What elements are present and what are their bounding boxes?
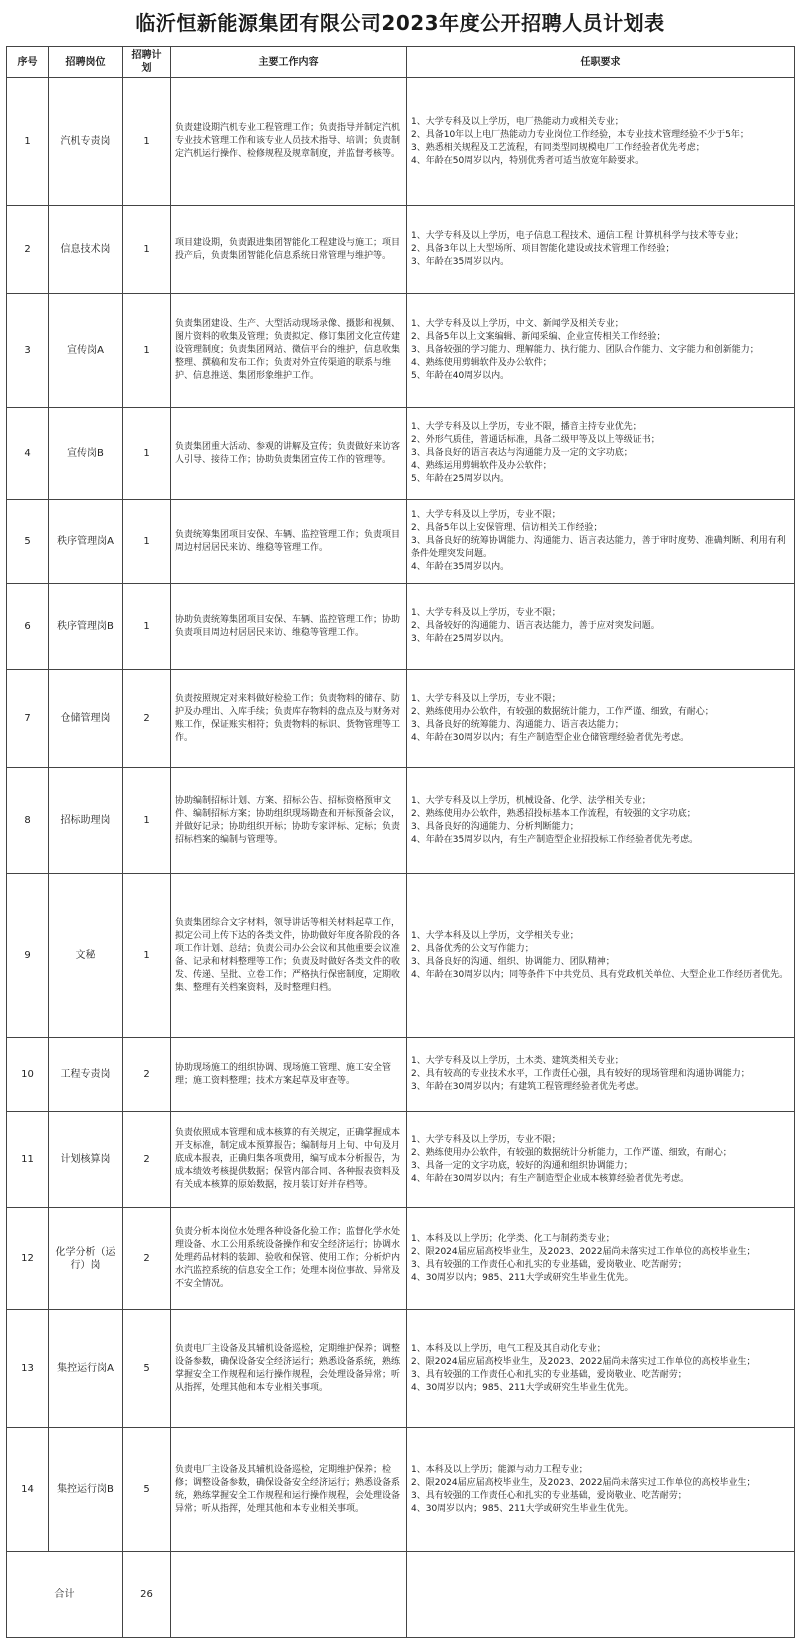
requirement-line: 1、本科及以上学历，电气工程及其自动化专业； — [411, 1343, 606, 1354]
row-requirements — [407, 584, 795, 670]
requirement-line: 4、30周岁以内；985、211大学或研究生毕业生优先。 — [411, 1382, 634, 1393]
row-requirements — [407, 1310, 795, 1428]
row-work: 协助现场施工的组织协调、现场施工管理、施工安全管理；施工资料整理；技术方案起草及审查等。 — [171, 1038, 407, 1112]
table-row — [7, 1310, 795, 1428]
row-count: 2 — [123, 1208, 171, 1310]
row-position: 秩序管理岗A — [49, 500, 123, 584]
requirement-line: 4、熟练运用剪辑软件及办公软件； — [411, 461, 552, 471]
row-position: 文秘 — [49, 874, 123, 1038]
row-no: 5 — [7, 500, 49, 584]
row-position: 计划核算岗 — [49, 1112, 123, 1208]
requirement-line: 1、大学本科及以上学历，文学相关专业； — [411, 930, 579, 941]
row-work: 负责电厂主设备及其辅机设备巡检，定期维护保养；检修；调整设备参数，确保设备安全经济运行；熟悉设备系统，熟练掌握安全工作规程和运行操作规程，会处理设备异常；听从指挥，处理其他和本专业相关事项。 — [171, 1428, 407, 1552]
header-requirements: 任职要求 — [407, 47, 795, 78]
row-requirements — [407, 78, 795, 206]
requirement-line: 1、本科及以上学历；能源与动力工程专业； — [411, 1464, 588, 1475]
row-no: 12 — [7, 1208, 49, 1310]
requirement-line: 3、具备较强的学习能力、理解能力、执行能力、团队合作能力、文字能力和创新能力； — [411, 345, 759, 355]
row-work: 负责集团建设、生产、大型活动现场录像、摄影和视频、图片资料的收集及管理；负责拟定、修订集团文化宣传建设管理制度；负责集团网站、微信平台的维护，信息收集整理、撰稿和发布工作；负责对外宣传渠道的联系与维护、信息推送、集团形象维护工作。 — [171, 294, 407, 408]
page-title: 临沂恒新能源集团有限公司2023年度公开招聘人员计划表 — [135, 11, 665, 35]
table-row — [7, 294, 795, 408]
requirement-line: 2、具备较好的沟通能力、语言表达能力，善于应对突发问题。 — [411, 621, 660, 631]
row-no: 9 — [7, 874, 49, 1038]
requirement-line: 2、外形气质佳，普通话标准，具备二级甲等及以上等级证书； — [411, 435, 660, 445]
row-position: 集控运行岗B — [49, 1428, 123, 1552]
requirement-line: 2、限2024届应届高校毕业生，及2023、2022届尚未落实过工作单位的高校毕业生； — [411, 1246, 756, 1257]
row-no: 1 — [7, 78, 49, 206]
header-position: 招聘岗位 — [49, 47, 123, 78]
row-work: 负责集团综合文字材料，领导讲话等相关材料起草工作，拟定公司上传下达的各类文件，协助做好年度各阶段的各项工作计划、总结；负责公司办公会议和其他重要会议准备、记录和材料整理等工作；负责及时做好各类文件的收发、传递、呈批、立卷工作；严格执行保密制度，定期收集、整理有关档案资料，及时整理归档。 — [171, 874, 407, 1038]
row-count: 5 — [123, 1428, 171, 1552]
requirement-line: 2、熟练使用办公软件，熟悉招投标基本工作流程，有较强的文字功底； — [411, 808, 696, 819]
row-requirements — [407, 1038, 795, 1112]
row-position: 招标助理岗 — [49, 768, 123, 874]
row-count: 1 — [123, 768, 171, 874]
requirement-line: 3、年龄在30周岁以内；有建筑工程管理经验者优先考虑。 — [411, 1082, 645, 1092]
requirement-line: 3、熟悉相关规程及工艺流程，有同类型同规模电厂工作经验者优先考虑； — [411, 142, 705, 153]
row-requirements — [407, 768, 795, 874]
row-no: 7 — [7, 670, 49, 768]
requirement-line: 2、限2024届应届高校毕业生，及2023、2022届尚未落实过工作单位的高校毕业生； — [411, 1477, 756, 1488]
total-row — [7, 1552, 795, 1638]
row-position: 宣传岗B — [49, 408, 123, 500]
requirement-line: 1、大学专科及以上学历，专业不限； — [411, 693, 561, 704]
requirement-line: 4、年龄在30周岁以内；有生产制造型企业仓储管理经验者优先考虑。 — [411, 732, 690, 743]
row-position: 化学分析（运行）岗 — [49, 1208, 123, 1310]
requirement-line: 1、本科及以上学历；化学类、化工与制药类专业； — [411, 1233, 615, 1244]
requirement-line: 1、大学专科及以上学历，专业不限，播音主持专业优先； — [411, 422, 642, 432]
row-no: 6 — [7, 584, 49, 670]
requirement-line: 3、具备良好的统筹能力、沟通能力、语言表达能力； — [411, 719, 624, 730]
row-requirements — [407, 874, 795, 1038]
requirement-line: 2、具备5年以上安保管理、信访相关工作经验； — [411, 523, 603, 533]
table-row — [7, 768, 795, 874]
row-work: 负责依照成本管理和成本核算的有关规定，正确掌握成本开支标准，制定成本预算报告；编制每月上旬、中旬及月底成本报表，正确归集各项费用，编写成本分析报告，为成本绩效考核提供数据；保管内部合同、各种报表资料及有关成本核算的原始数据，按月装订好并存档等。 — [171, 1112, 407, 1208]
row-no: 10 — [7, 1038, 49, 1112]
row-work: 协助负责统筹集团项目安保、车辆、监控管理工作；协助负责项目周边村居居民来访、维稳等管理工作。 — [171, 584, 407, 670]
requirement-line: 4、30周岁以内；985、211大学或研究生毕业生优先。 — [411, 1272, 634, 1283]
row-count: 1 — [123, 78, 171, 206]
row-requirements — [407, 670, 795, 768]
requirement-line: 3、具有较强的工作责任心和扎实的专业基础，爱岗敬业、吃苦耐劳； — [411, 1369, 687, 1380]
row-work: 负责建设期汽机专业工程管理工作；负责指导并制定汽机专业技术管理工作和该专业人员技术指导、培训；负责制定汽机运行操作、检修规程及规章制度，并监督考核等。 — [171, 78, 407, 206]
table-row — [7, 874, 795, 1038]
row-no: 2 — [7, 206, 49, 294]
row-count: 1 — [123, 206, 171, 294]
row-count: 5 — [123, 1310, 171, 1428]
row-requirements — [407, 1428, 795, 1552]
table-row — [7, 500, 795, 584]
row-count: 1 — [123, 584, 171, 670]
row-position: 工程专责岗 — [49, 1038, 123, 1112]
row-count: 2 — [123, 1038, 171, 1112]
requirement-line: 3、具备良好的语言表达与沟通能力及一定的文字功底； — [411, 448, 633, 458]
row-requirements — [407, 408, 795, 500]
requirement-line: 1、大学专科及以上学历，电厂热能动力或相关专业； — [411, 116, 624, 127]
header-no: 序号 — [7, 47, 49, 78]
table-row — [7, 670, 795, 768]
row-position: 宣传岗A — [49, 294, 123, 408]
table-row — [7, 408, 795, 500]
requirement-line: 5、年龄在25周岁以内。 — [411, 474, 510, 484]
row-requirements — [407, 1208, 795, 1310]
total-work-empty — [171, 1552, 407, 1638]
requirement-line: 4、熟练使用剪辑软件及办公软件； — [411, 358, 552, 368]
row-requirements — [407, 500, 795, 584]
requirement-line: 1、大学专科及以上学历，专业不限； — [411, 608, 561, 618]
requirement-line: 4、年龄在35周岁以内，有生产制造型企业招投标工作经验者优先考虑。 — [411, 834, 699, 845]
requirement-line: 3、具备良好的沟通、组织、协调能力、团队精神； — [411, 956, 615, 967]
row-position: 信息技术岗 — [49, 206, 123, 294]
row-count: 1 — [123, 874, 171, 1038]
row-requirements — [407, 294, 795, 408]
row-count: 1 — [123, 294, 171, 408]
requirement-line: 3、具备一定的文字功底，较好的沟通和组织协调能力； — [411, 1160, 633, 1171]
total-count: 26 — [123, 1552, 171, 1638]
requirement-line: 5、年龄在40周岁以内。 — [411, 371, 510, 381]
requirement-line: 3、年龄在35周岁以内。 — [411, 257, 510, 267]
row-no: 11 — [7, 1112, 49, 1208]
requirement-line: 3、具备良好的沟通能力、分析判断能力； — [411, 821, 579, 832]
row-work: 协助编制招标计划、方案、招标公告、招标资格预审文件、编制招标方案；协助组织现场勘查和开标预备会议，并做好记录；协助组织开标；协助专家评标、定标；负责招标档案的编制与管理等。 — [171, 768, 407, 874]
table-row — [7, 1208, 795, 1310]
row-position: 仓储管理岗 — [49, 670, 123, 768]
requirement-line: 4、30周岁以内；985、211大学或研究生毕业生优先。 — [411, 1503, 634, 1514]
requirement-line: 2、具备5年以上文案编辑、新闻采编、企业宣传相关工作经验； — [411, 332, 666, 342]
requirement-line: 4、年龄在35周岁以内。 — [411, 562, 510, 572]
row-work: 负责按照规定对来料做好检验工作；负责物料的储存、防护及办理出、入库手续；负责库存物料的盘点及与财务对账工作，保证账实相符；负责物料的标识、货物管理等工作。 — [171, 670, 407, 768]
row-no: 8 — [7, 768, 49, 874]
requirement-line: 2、具有较高的专业技术水平，工作责任心强，具有较好的现场管理和沟通协调能力； — [411, 1069, 750, 1079]
requirement-line: 4、年龄在30周岁以内；同等条件下中共党员、具有党政机关单位、大型企业工作经历者优先。 — [411, 969, 789, 980]
requirement-line: 3、年龄在25周岁以内。 — [411, 634, 510, 644]
requirement-line: 4、年龄在30周岁以内；有生产制造型企业成本核算经验者优先考虑。 — [411, 1173, 690, 1184]
recruitment-plan-table — [6, 46, 795, 1638]
row-work: 负责电厂主设备及其辅机设备巡检，定期维护保养；调整设备参数，确保设备安全经济运行；熟悉设备系统，熟练掌握安全工作规程和运行操作规程，会处理设备异常；听从指挥，处理其他和本专业相关事项。 — [171, 1310, 407, 1428]
row-work: 项目建设期，负责跟进集团智能化工程建设与施工；项目投产后，负责集团智能化信息系统日常管理与维护等。 — [171, 206, 407, 294]
row-no: 13 — [7, 1310, 49, 1428]
row-position: 集控运行岗A — [49, 1310, 123, 1428]
requirement-line: 1、大学专科及以上学历，专业不限； — [411, 510, 561, 520]
requirement-line: 1、大学专科及以上学历，专业不限； — [411, 1134, 561, 1145]
total-req-empty — [407, 1552, 795, 1638]
row-position: 汽机专责岗 — [49, 78, 123, 206]
row-no: 3 — [7, 294, 49, 408]
row-count: 2 — [123, 1112, 171, 1208]
requirement-line: 3、具备良好的统筹协调能力、沟通能力、语言表达能力，善于审时度势、准确判断、利用有利条件处理突发问题。 — [411, 536, 786, 559]
row-no: 4 — [7, 408, 49, 500]
row-requirements — [407, 206, 795, 294]
requirement-line: 2、具备10年以上电厂热能动力专业岗位工作经验，本专业技术管理经验不少于5年； — [411, 129, 749, 140]
table-row — [7, 1428, 795, 1552]
requirement-line: 1、大学专科及以上学历，电子信息工程技术、通信工程 计算机科学与技术等专业； — [411, 231, 744, 241]
requirement-line: 3、具有较强的工作责任心和扎实的专业基础，爱岗敬业、吃苦耐劳； — [411, 1259, 687, 1270]
total-label: 合计 — [7, 1552, 123, 1638]
table-header-row — [7, 47, 795, 78]
requirement-line: 4、年龄在50周岁以内，特别优秀者可适当放宽年龄要求。 — [411, 155, 645, 166]
row-count: 1 — [123, 408, 171, 500]
requirement-line: 3、具有较强的工作责任心和扎实的专业基础，爱岗敬业、吃苦耐劳； — [411, 1490, 687, 1501]
requirement-line: 1、大学专科及以上学历，土木类、建筑类相关专业； — [411, 1056, 624, 1066]
requirement-line: 1、大学专科及以上学历，机械设备、化学、法学相关专业； — [411, 795, 651, 806]
row-count: 1 — [123, 500, 171, 584]
table-row — [7, 584, 795, 670]
row-no: 14 — [7, 1428, 49, 1552]
row-work: 负责统筹集团项目安保、车辆、监控管理工作；负责项目周边村居居民来访、维稳等管理工作。 — [171, 500, 407, 584]
row-work: 负责集团重大活动、参观的讲解及宣传；负责做好来访客人引导、接待工作；协助负责集团宣传工作的管理等。 — [171, 408, 407, 500]
header-count: 招聘计划 — [123, 47, 171, 78]
requirement-line: 2、具备优秀的公文写作能力； — [411, 943, 534, 954]
row-count: 2 — [123, 670, 171, 768]
requirement-line: 2、熟练使用办公软件，有较强的数据统计能力，工作严谨、细致，有耐心； — [411, 706, 714, 717]
table-row — [7, 78, 795, 206]
requirement-line: 2、具备3年以上大型场所、项目智能化建设或技术管理工作经验； — [411, 244, 675, 254]
row-position: 秩序管理岗B — [49, 584, 123, 670]
table-row — [7, 206, 795, 294]
table-row — [7, 1038, 795, 1112]
requirement-line: 2、限2024届应届高校毕业生，及2023、2022届尚未落实过工作单位的高校毕业生； — [411, 1356, 756, 1367]
header-work: 主要工作内容 — [171, 47, 407, 78]
row-requirements — [407, 1112, 795, 1208]
row-work: 负责分析本岗位水处理各种设备化验工作；监督化学水处理设备、水工公用系统设备操作和安全经济运行；协调水处理药品材料的装卸、验收和保管、使用工作；分析炉内水汽监控系统的信息安全工作；处理本岗位事故、异常及不安全情况。 — [171, 1208, 407, 1310]
requirement-line: 1、大学专科及以上学历，中文、新闻学及相关专业； — [411, 319, 624, 329]
requirement-line: 2、熟练使用办公软件，有较强的数据统计分析能力，工作严谨、细致，有耐心； — [411, 1147, 732, 1158]
table-row — [7, 1112, 795, 1208]
